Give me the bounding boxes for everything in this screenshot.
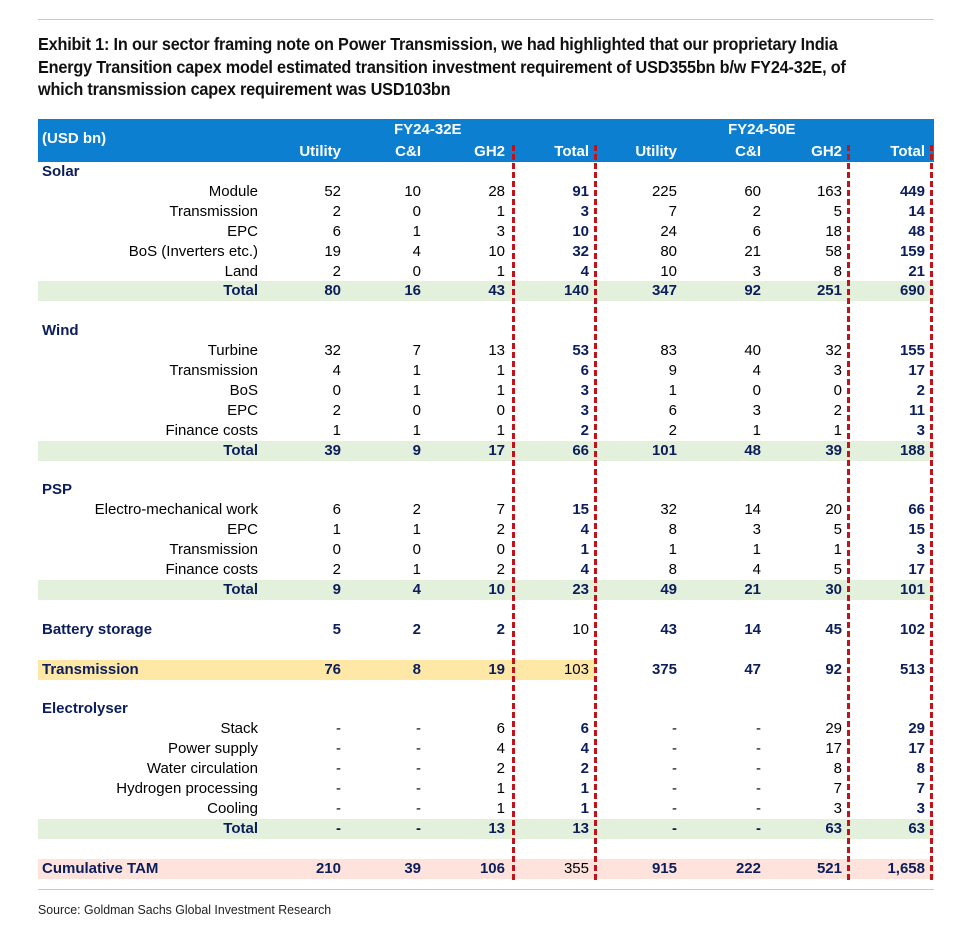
table-cell: 48 bbox=[744, 442, 761, 459]
table-cell: 1 bbox=[496, 362, 505, 379]
dashed-divider bbox=[512, 145, 515, 880]
column-header: C&I bbox=[735, 143, 761, 160]
table-cell: 7 bbox=[668, 203, 677, 220]
table-cell: 5 bbox=[833, 521, 842, 538]
table-cell: - bbox=[672, 720, 677, 737]
table-cell: 24 bbox=[660, 223, 677, 240]
table-cell: 66 bbox=[908, 501, 925, 518]
group-header-fy24-32e: FY24-32E bbox=[394, 121, 462, 138]
exhibit-title bbox=[38, 33, 884, 101]
table-cell: 32 bbox=[572, 243, 589, 260]
table-cell: 1 bbox=[580, 800, 589, 817]
column-header: Utility bbox=[299, 143, 341, 160]
table-cell: 2 bbox=[496, 521, 505, 538]
table-cell: - bbox=[336, 720, 341, 737]
table-cell: 4 bbox=[496, 740, 505, 757]
table-cell: 690 bbox=[899, 282, 925, 299]
table-cell: 222 bbox=[735, 860, 761, 877]
table-header bbox=[38, 119, 934, 162]
table-cell: 1 bbox=[580, 780, 589, 797]
table-cell: 14 bbox=[744, 621, 761, 638]
table-cell: 10 bbox=[572, 621, 589, 638]
table-cell: - bbox=[336, 780, 341, 797]
table-cell: 10 bbox=[660, 263, 677, 280]
bottom-rule bbox=[38, 889, 934, 890]
table-cell: 18 bbox=[825, 223, 842, 240]
table-cell: 28 bbox=[488, 183, 505, 200]
table-cell: 5 bbox=[833, 561, 842, 578]
table-cell: 3 bbox=[580, 402, 589, 419]
row-label: Transmission bbox=[169, 362, 258, 379]
table-cell: - bbox=[336, 740, 341, 757]
row-label: Finance costs bbox=[165, 561, 258, 578]
table-cell: 1 bbox=[412, 561, 421, 578]
table-cell: 7 bbox=[833, 780, 842, 797]
table-cell: - bbox=[672, 760, 677, 777]
row-label: Electro-mechanical work bbox=[94, 501, 258, 518]
table-cell: 16 bbox=[404, 282, 421, 299]
table-cell: 1 bbox=[412, 422, 421, 439]
single-label: Battery storage bbox=[42, 621, 153, 638]
table-cell: 1 bbox=[412, 521, 421, 538]
table-cell: 2 bbox=[412, 501, 421, 518]
table-cell: 4 bbox=[412, 243, 421, 260]
section-heading: PSP bbox=[42, 481, 73, 498]
table-cell: 159 bbox=[899, 243, 925, 260]
table-cell: 1 bbox=[833, 422, 842, 439]
table-cell: 10 bbox=[572, 223, 589, 240]
table-cell: 2 bbox=[580, 422, 589, 439]
dashed-divider bbox=[930, 145, 933, 880]
table-cell: 3 bbox=[916, 800, 925, 817]
row-label: EPC bbox=[227, 223, 258, 240]
table-cell: 63 bbox=[908, 820, 925, 837]
table-cell: 0 bbox=[496, 402, 505, 419]
table-cell: 103 bbox=[563, 661, 589, 678]
table-cell: 3 bbox=[833, 800, 842, 817]
table-cell: 53 bbox=[572, 342, 589, 359]
table-cell: 29 bbox=[908, 720, 925, 737]
table-cell: - bbox=[416, 800, 421, 817]
title-line-2: Energy Transition capex model estimated transition investment requirement of USD355bn b/w FY24-32E, of bbox=[38, 56, 846, 77]
column-header: Total bbox=[554, 143, 589, 160]
table-cell: - bbox=[416, 820, 421, 837]
table-cell: 8 bbox=[833, 263, 842, 280]
total-label: Total bbox=[223, 820, 258, 837]
table-cell: 3 bbox=[580, 382, 589, 399]
table-cell: - bbox=[416, 780, 421, 797]
column-header: Total bbox=[890, 143, 925, 160]
table-cell: 17 bbox=[825, 740, 842, 757]
table-cell: 32 bbox=[660, 501, 677, 518]
table-cell: 11 bbox=[909, 402, 925, 419]
table-cell: 0 bbox=[412, 402, 421, 419]
table-cell: 9 bbox=[332, 581, 341, 598]
table-cell: 14 bbox=[908, 203, 925, 220]
table-cell: 48 bbox=[908, 223, 925, 240]
table-cell: 30 bbox=[825, 581, 842, 598]
table-cell: 17 bbox=[488, 442, 505, 459]
table-cell: - bbox=[756, 760, 761, 777]
title-line-1: Exhibit 1: In our sector framing note on Power Transmission, we had highlighted that our proprietary India bbox=[38, 34, 838, 54]
table-cell: 2 bbox=[496, 760, 505, 777]
table-cell: 10 bbox=[404, 183, 421, 200]
table-cell: 83 bbox=[660, 342, 677, 359]
row-label: Stack bbox=[220, 720, 258, 737]
column-header: Utility bbox=[635, 143, 677, 160]
table-cell: 0 bbox=[412, 203, 421, 220]
table-cell: 13 bbox=[488, 342, 505, 359]
table-cell: 19 bbox=[488, 661, 505, 678]
table-cell: 3 bbox=[833, 362, 842, 379]
table-cell: 3 bbox=[916, 422, 925, 439]
highlight-label: Transmission bbox=[42, 661, 139, 678]
table-cell: 1,658 bbox=[887, 860, 925, 877]
table-cell: 19 bbox=[324, 243, 341, 260]
table-cell: 1 bbox=[332, 521, 341, 538]
table-cell: 3 bbox=[752, 521, 761, 538]
table-cell: 1 bbox=[833, 541, 842, 558]
table-cell: 101 bbox=[899, 581, 925, 598]
table-cell: 2 bbox=[412, 621, 421, 638]
row-label: EPC bbox=[227, 402, 258, 419]
table-cell: - bbox=[672, 820, 677, 837]
unit-label: (USD bn) bbox=[42, 130, 107, 147]
row-label: Cooling bbox=[207, 800, 258, 817]
table-cell: 3 bbox=[752, 263, 761, 280]
table-cell: 63 bbox=[825, 820, 842, 837]
table-cell: - bbox=[336, 820, 341, 837]
table-cell: 2 bbox=[332, 402, 341, 419]
table-cell: 6 bbox=[752, 223, 761, 240]
row-label: Turbine bbox=[207, 342, 258, 359]
table-cell: 23 bbox=[572, 581, 589, 598]
table-cell: 2 bbox=[916, 382, 925, 399]
table-cell: 2 bbox=[833, 402, 842, 419]
table-cell: 45 bbox=[825, 621, 842, 638]
table-cell: - bbox=[336, 800, 341, 817]
table-cell: 0 bbox=[412, 541, 421, 558]
table-cell: 76 bbox=[324, 661, 341, 678]
table-cell: 8 bbox=[916, 760, 925, 777]
table-cell: 2 bbox=[580, 760, 589, 777]
table-cell: 0 bbox=[412, 263, 421, 280]
table-cell: 225 bbox=[651, 183, 677, 200]
table-cell: 8 bbox=[668, 521, 677, 538]
row-label: BoS (Inverters etc.) bbox=[128, 243, 258, 260]
table-cell: 4 bbox=[580, 561, 589, 578]
table-cell: 49 bbox=[660, 581, 677, 598]
table-cell: 3 bbox=[496, 223, 505, 240]
table-cell: 10 bbox=[488, 243, 505, 260]
table-cell: 80 bbox=[660, 243, 677, 260]
row-label: BoS bbox=[229, 382, 258, 399]
table-cell: 1 bbox=[668, 382, 677, 399]
table-cell: 8 bbox=[833, 760, 842, 777]
column-header: C&I bbox=[395, 143, 421, 160]
table-cell: 251 bbox=[816, 282, 842, 299]
table-cell: 1 bbox=[752, 422, 761, 439]
table-cell: 10 bbox=[488, 581, 505, 598]
table-cell: 14 bbox=[744, 501, 761, 518]
table-cell: 9 bbox=[668, 362, 677, 379]
table-cell: 1 bbox=[496, 422, 505, 439]
table-cell: 375 bbox=[651, 661, 677, 678]
table-cell: 102 bbox=[899, 621, 925, 638]
table-cell: 40 bbox=[744, 342, 761, 359]
table-cell: 4 bbox=[580, 521, 589, 538]
table-cell: 21 bbox=[744, 581, 761, 598]
table-cell: 155 bbox=[899, 342, 925, 359]
table-cell: 163 bbox=[816, 183, 842, 200]
table-cell: - bbox=[756, 800, 761, 817]
table-cell: 2 bbox=[496, 621, 505, 638]
table-cell: 1 bbox=[332, 422, 341, 439]
table-cell: 13 bbox=[488, 820, 505, 837]
table-cell: 2 bbox=[332, 561, 341, 578]
table-cell: 347 bbox=[651, 282, 677, 299]
table-cell: 0 bbox=[496, 541, 505, 558]
table-cell: 513 bbox=[899, 661, 925, 678]
table-cell: 1 bbox=[412, 382, 421, 399]
table-cell: 0 bbox=[833, 382, 842, 399]
table-cell: 52 bbox=[324, 183, 341, 200]
table-cell: 21 bbox=[744, 243, 761, 260]
table-cell: 4 bbox=[580, 740, 589, 757]
table-cell: 1 bbox=[496, 780, 505, 797]
table-cell: 2 bbox=[496, 561, 505, 578]
table-cell: 915 bbox=[651, 860, 677, 877]
table-cell: 29 bbox=[825, 720, 842, 737]
group-header-fy24-50e: FY24-50E bbox=[728, 121, 796, 138]
table-cell: 355 bbox=[563, 860, 589, 877]
table-cell: 6 bbox=[332, 501, 341, 518]
title-line-3: which transmission capex requirement was USD103bn bbox=[38, 79, 451, 99]
table-cell: 60 bbox=[744, 183, 761, 200]
total-label: Total bbox=[223, 282, 258, 299]
table-cell: 92 bbox=[825, 661, 842, 678]
table-cell: 6 bbox=[332, 223, 341, 240]
table-cell: 39 bbox=[404, 860, 421, 877]
table-cell: 8 bbox=[668, 561, 677, 578]
table-cell: 106 bbox=[479, 860, 505, 877]
table-cell: 47 bbox=[744, 661, 761, 678]
row-label: Module bbox=[208, 183, 258, 200]
table-cell: 17 bbox=[908, 362, 925, 379]
dashed-divider bbox=[594, 145, 597, 880]
table-cell: 2 bbox=[332, 263, 341, 280]
row-label: Power supply bbox=[167, 740, 258, 757]
table-cell: 0 bbox=[332, 382, 341, 399]
table-cell: 20 bbox=[825, 501, 842, 518]
table-cell: 8 bbox=[412, 661, 421, 678]
source-note: Source: Goldman Sachs Global Investment Research bbox=[38, 902, 332, 917]
table-cell: 92 bbox=[744, 282, 761, 299]
table-cell: 58 bbox=[825, 243, 842, 260]
total-label: Total bbox=[223, 581, 258, 598]
table-cell: 1 bbox=[412, 223, 421, 240]
table-cell: 4 bbox=[752, 362, 761, 379]
row-label: Land bbox=[224, 263, 258, 280]
table-cell: - bbox=[756, 820, 761, 837]
table-cell: 43 bbox=[660, 621, 677, 638]
table-cell: 2 bbox=[752, 203, 761, 220]
row-label: Finance costs bbox=[165, 422, 258, 439]
table-cell: 32 bbox=[324, 342, 341, 359]
table-cell: 6 bbox=[580, 720, 589, 737]
row-label: Water circulation bbox=[146, 760, 258, 777]
table-cell: 1 bbox=[412, 362, 421, 379]
table-cell: 43 bbox=[488, 282, 505, 299]
section-heading: Solar bbox=[42, 163, 80, 180]
table-cell: 1 bbox=[496, 263, 505, 280]
table-cell: - bbox=[672, 800, 677, 817]
table-cell: 4 bbox=[412, 581, 421, 598]
table-cell: 2 bbox=[668, 422, 677, 439]
table-cell: 17 bbox=[908, 740, 925, 757]
section-heading: Electrolyser bbox=[42, 700, 128, 717]
row-label: EPC bbox=[227, 521, 258, 538]
table-cell: 1 bbox=[752, 541, 761, 558]
table-cell: 17 bbox=[908, 561, 925, 578]
table-cell: 6 bbox=[496, 720, 505, 737]
table-cell: 4 bbox=[332, 362, 341, 379]
table-cell: 210 bbox=[315, 860, 341, 877]
cumulative-label: Cumulative TAM bbox=[42, 860, 159, 877]
table-cell: 3 bbox=[916, 541, 925, 558]
table-cell: - bbox=[756, 780, 761, 797]
table-cell: 101 bbox=[651, 442, 677, 459]
table-cell: 1 bbox=[496, 800, 505, 817]
table-cell: 7 bbox=[412, 342, 421, 359]
table-cell: 13 bbox=[572, 820, 589, 837]
table-cell: - bbox=[756, 720, 761, 737]
table-cell: 140 bbox=[563, 282, 589, 299]
table-cell: 6 bbox=[580, 362, 589, 379]
table-cell: 32 bbox=[825, 342, 842, 359]
section-heading: Wind bbox=[42, 322, 79, 339]
table-cell: 521 bbox=[816, 860, 842, 877]
column-header: GH2 bbox=[474, 143, 505, 160]
table-cell: 1 bbox=[668, 541, 677, 558]
table-cell: 7 bbox=[916, 780, 925, 797]
table-cell: 1 bbox=[580, 541, 589, 558]
row-label: Transmission bbox=[169, 541, 258, 558]
table-cell: 1 bbox=[496, 203, 505, 220]
table-cell: 1 bbox=[496, 382, 505, 399]
table-cell: 6 bbox=[668, 402, 677, 419]
table-cell: 91 bbox=[572, 183, 589, 200]
dashed-divider bbox=[847, 145, 850, 880]
table-cell: 188 bbox=[899, 442, 925, 459]
total-label: Total bbox=[223, 442, 258, 459]
table-cell: 7 bbox=[496, 501, 505, 518]
table-cell: 80 bbox=[324, 282, 341, 299]
table-cell: 4 bbox=[752, 561, 761, 578]
row-label: Hydrogen processing bbox=[116, 780, 258, 797]
table-cell: - bbox=[416, 760, 421, 777]
table-cell: 5 bbox=[332, 621, 341, 638]
table-cell: 15 bbox=[572, 501, 589, 518]
table-cell: 39 bbox=[825, 442, 842, 459]
table-cell: - bbox=[672, 740, 677, 757]
table-cell: 21 bbox=[908, 263, 925, 280]
table-cell: - bbox=[672, 780, 677, 797]
table-cell: 2 bbox=[332, 203, 341, 220]
table-cell: 449 bbox=[899, 183, 925, 200]
table-cell: 9 bbox=[412, 442, 421, 459]
table-cell: 5 bbox=[833, 203, 842, 220]
table-cell: - bbox=[416, 740, 421, 757]
table-cell: - bbox=[336, 760, 341, 777]
top-rule bbox=[38, 19, 934, 20]
table-cell: - bbox=[756, 740, 761, 757]
table-cell: 3 bbox=[752, 402, 761, 419]
table-cell: 66 bbox=[572, 442, 589, 459]
table-cell: 4 bbox=[580, 263, 589, 280]
table-cell: - bbox=[416, 720, 421, 737]
table-cell: 0 bbox=[332, 541, 341, 558]
column-header: GH2 bbox=[811, 143, 842, 160]
table-cell: 3 bbox=[580, 203, 589, 220]
row-label: Transmission bbox=[169, 203, 258, 220]
table-cell: 15 bbox=[908, 521, 925, 538]
table-cell: 0 bbox=[752, 382, 761, 399]
table-cell: 39 bbox=[324, 442, 341, 459]
